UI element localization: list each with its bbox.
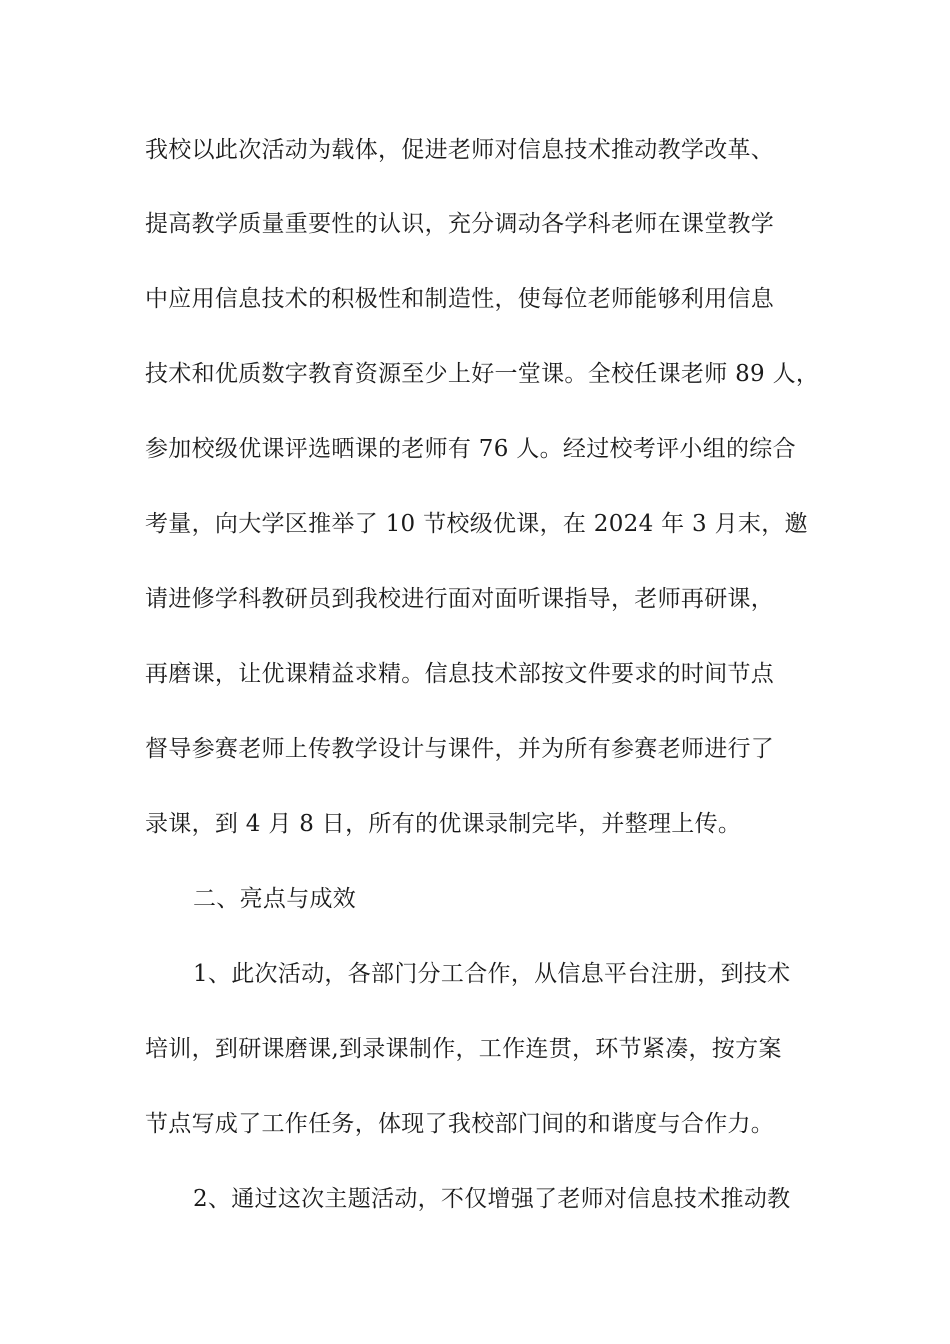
point-1-line: 1、此次活动，各部门分工合作，从信息平台注册，到技术	[193, 961, 791, 987]
paragraph-line: 参加校级优课评选晒课的老师有 76 人。经过校考评小组的综合	[145, 436, 796, 462]
paragraph-line: 我校以此次活动为载体，促进老师对信息技术推动教学改革、	[145, 137, 775, 163]
paragraph-line: 技术和优质数字教育资源至少上好一堂课。全校任课老师 89 人，	[145, 361, 820, 387]
paragraph-line: 录课，到 4 月 8 日，所有的优课录制完毕，并整理上传。	[145, 811, 742, 837]
paragraph-line: 督导参赛老师上传教学设计与课件，并为所有参赛老师进行了	[145, 736, 775, 762]
paragraph-line: 再磨课，让优课精益求精。信息技术部按文件要求的时间节点	[145, 661, 775, 687]
section-heading: 二、亮点与成效	[193, 886, 357, 912]
paragraph-line: 请进修学科教研员到我校进行面对面听课指导，老师再研课，	[145, 586, 775, 612]
paragraph-line: 考量，向大学区推举了 10 节校级优课，在 2024 年 3 月末，邀	[145, 511, 808, 537]
paragraph-line: 中应用信息技术的积极性和制造性，使每位老师能够利用信息	[145, 286, 775, 312]
point-2-line: 2、通过这次主题活动，不仅增强了老师对信息技术推动教	[193, 1186, 791, 1212]
paragraph-line: 提高教学质量重要性的认识，充分调动各学科老师在课堂教学	[145, 211, 775, 237]
point-1-line: 节点写成了工作任务，体现了我校部门间的和谐度与合作力。	[145, 1111, 775, 1137]
point-1-line: 培训，到研课磨课,到录课制作，工作连贯，环节紧凑，按方案	[145, 1036, 782, 1062]
